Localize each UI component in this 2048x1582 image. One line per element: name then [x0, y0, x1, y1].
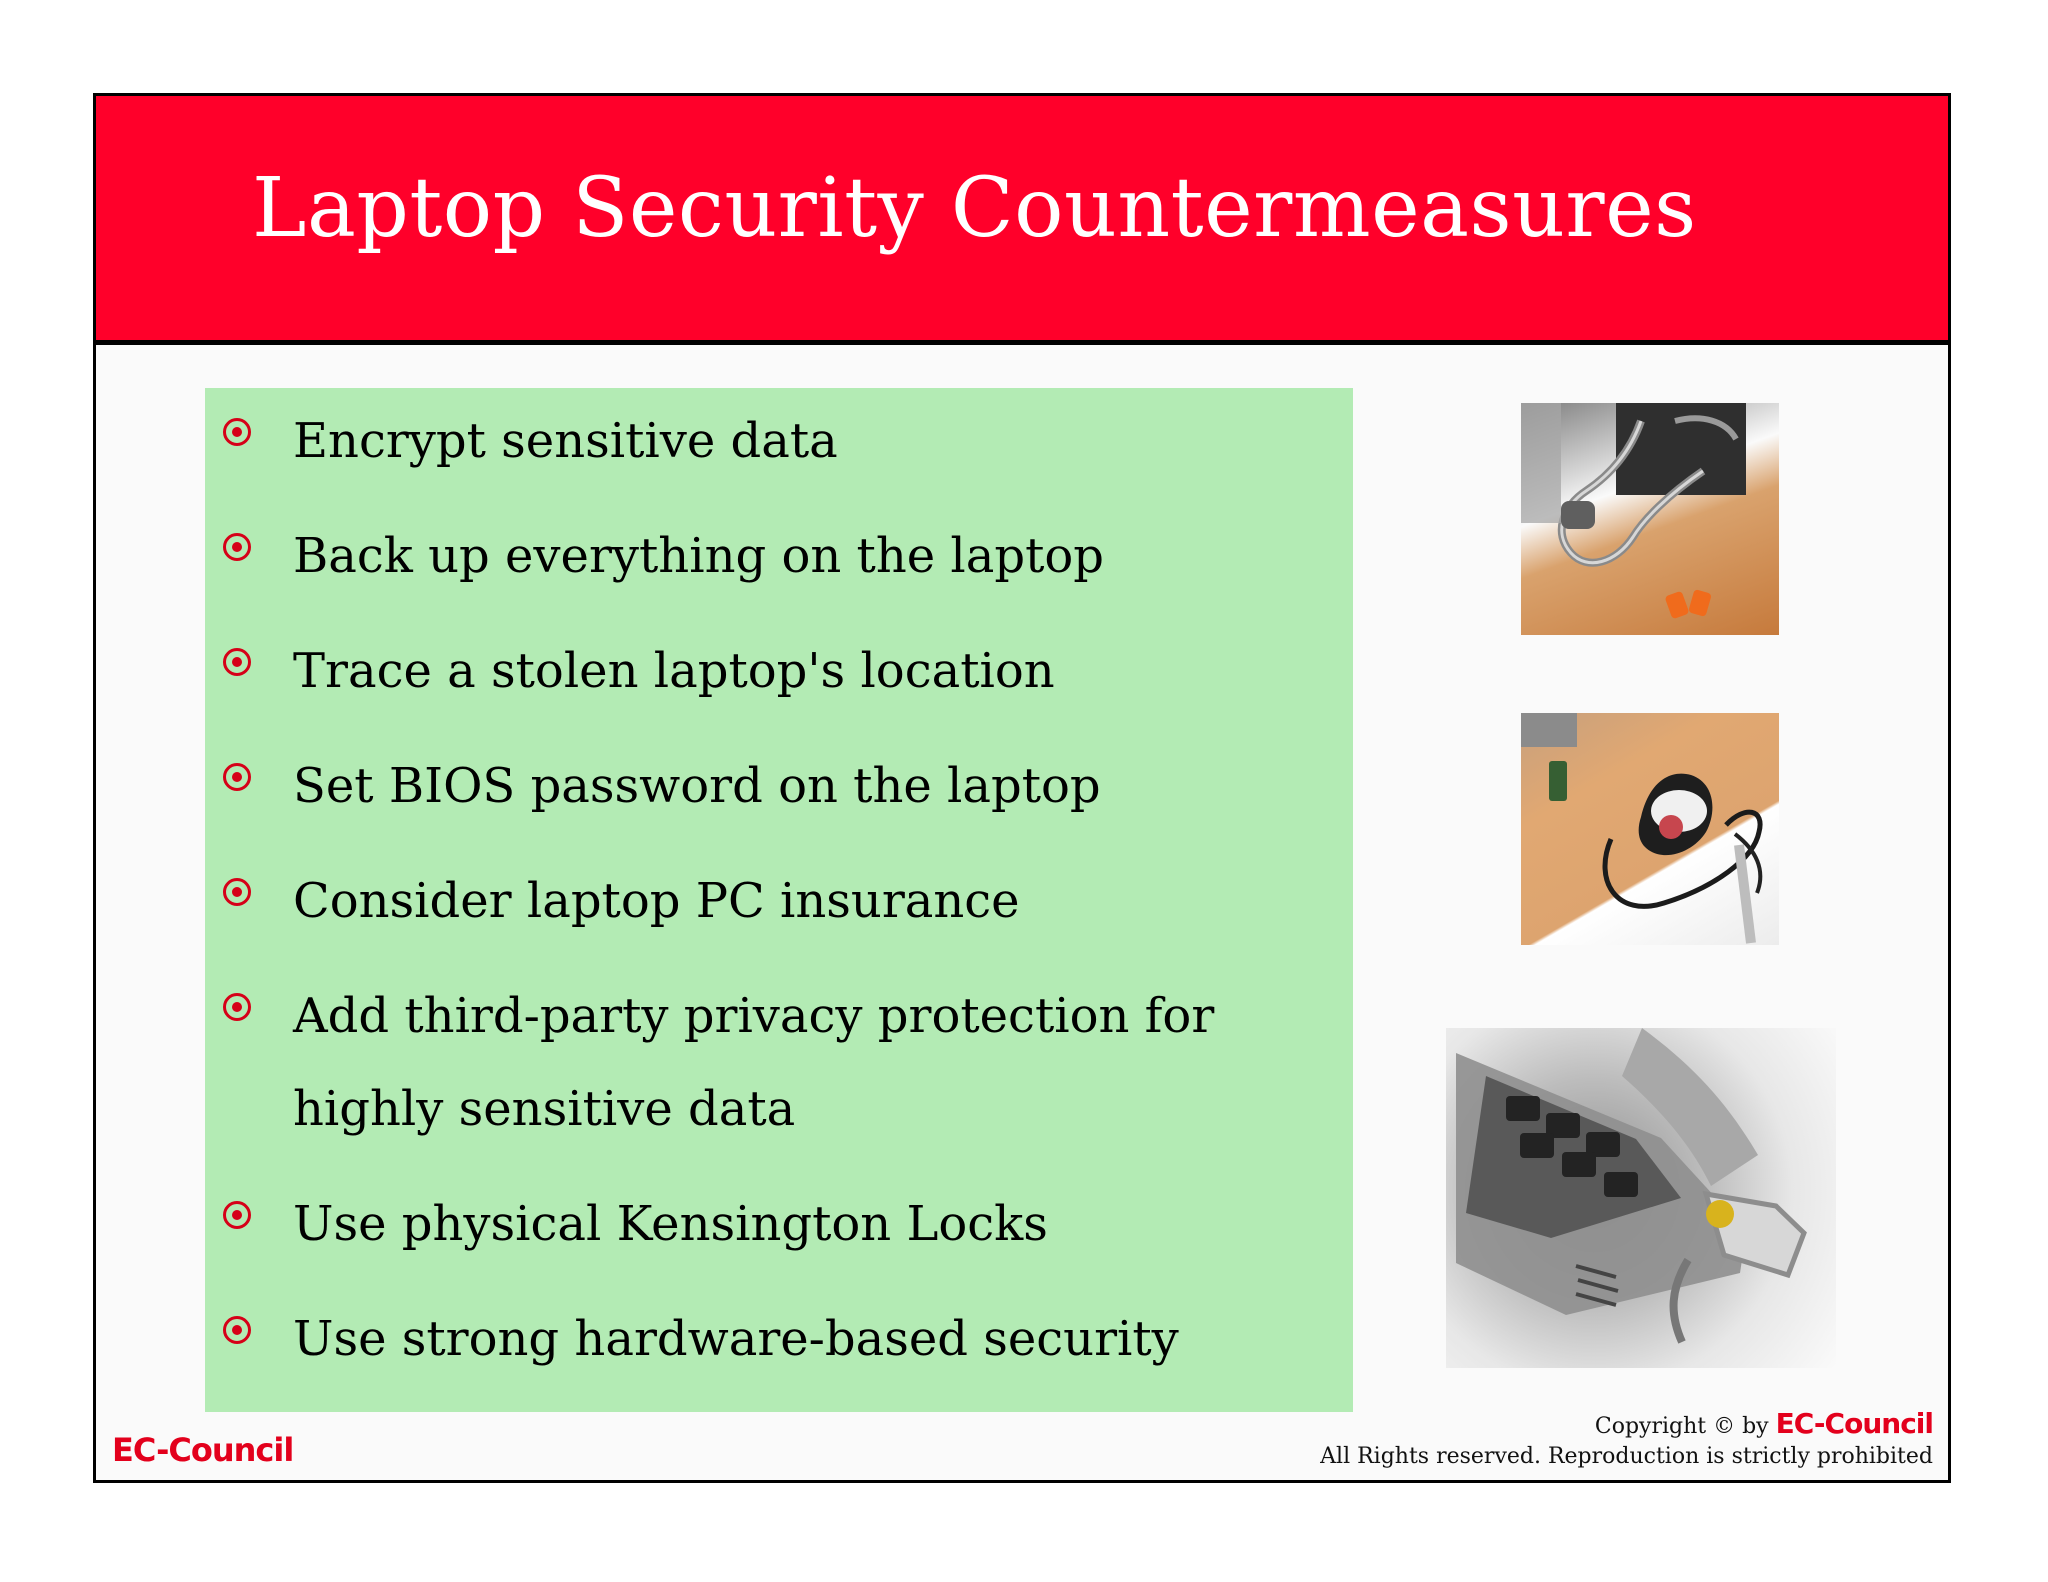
circled-bullet-icon [223, 533, 251, 561]
slide-header [96, 96, 1948, 345]
circled-bullet-icon [223, 418, 251, 446]
bullet-item [205, 855, 1353, 948]
bullet-text: Use physical Kensington Locks [293, 1196, 1048, 1252]
kensington-lock-photo [1446, 1028, 1836, 1368]
copyright-prefix: Copyright © by [1594, 1414, 1776, 1439]
copyright-block [1320, 1409, 1933, 1472]
bullet-panel [205, 388, 1353, 1412]
cable-lock-photo [1521, 403, 1779, 635]
bullet-text: Back up everything on the laptop [293, 528, 1105, 584]
footer-brand: EC-Council [112, 1431, 294, 1469]
circled-bullet-icon [223, 1201, 251, 1229]
circled-bullet-icon [223, 763, 251, 791]
bullet-item [205, 1178, 1353, 1271]
bullet-text: Use strong hardware-based security [293, 1311, 1179, 1367]
copyright-line [1320, 1409, 1933, 1442]
circled-bullet-icon [223, 878, 251, 906]
bullet-text: Trace a stolen laptop's location [293, 643, 1055, 699]
bullet-text: Encrypt sensitive data [293, 413, 838, 469]
bullet-text: Set BIOS password on the laptop [293, 758, 1101, 814]
circled-bullet-icon [223, 1316, 251, 1344]
bullet-item [205, 740, 1353, 833]
rights-notice: All Rights reserved. Reproduction is strictly prohibited [1320, 1444, 1933, 1469]
bullet-text: Consider laptop PC insurance [293, 873, 1020, 929]
bullet-item [205, 625, 1353, 718]
page-title: Laptop Security Countermeasures [252, 161, 1697, 256]
bullet-item [205, 970, 1353, 1156]
circled-bullet-icon [223, 648, 251, 676]
bullet-item [205, 1293, 1353, 1386]
circled-bullet-icon [223, 993, 251, 1021]
bullet-item [205, 510, 1353, 603]
slide [93, 93, 1951, 1483]
bullet-item [205, 395, 1353, 488]
bullet-text: Add third-party privacy protection for highly sensitive data [293, 988, 1215, 1137]
laptop-lock-photo [1521, 713, 1779, 945]
copyright-brand: EC-Council [1775, 1407, 1933, 1440]
